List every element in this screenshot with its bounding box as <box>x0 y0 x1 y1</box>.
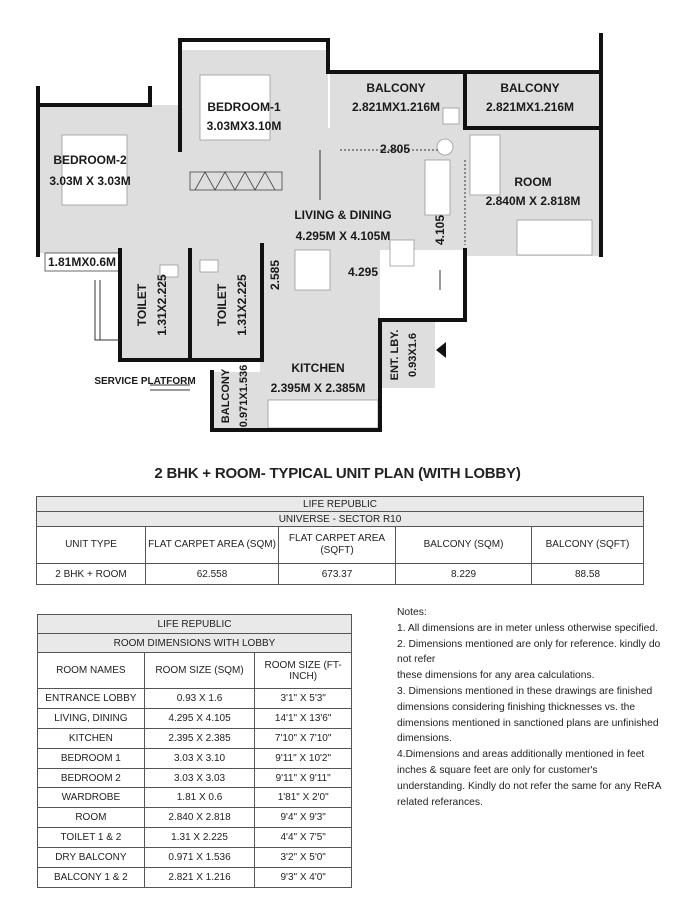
room-sqm-cell: 0.93 X 1.6 <box>144 689 255 709</box>
room-ft-cell: 9'11" X 9'11" <box>255 768 352 788</box>
dim-2585: 2.585 <box>268 259 282 291</box>
room-name-cell: ROOM <box>38 808 145 828</box>
armchair <box>390 240 414 266</box>
room-sqm-cell: 1.81 X 0.6 <box>144 788 255 808</box>
area-cell-carpet-sqft: 673.37 <box>279 564 396 585</box>
note-item: 3. Dimensions mentioned in these drawings are finished dimensions considering finishing thicknesses vs. the dimensions mentioned in sanctioned plans are unfinished dimensions. <box>397 685 659 745</box>
room-name-cell: KITCHEN <box>38 728 145 748</box>
bedroom1-name: BEDROOM-1 <box>207 100 281 114</box>
sofa <box>425 160 450 215</box>
room-ft-cell: 7'10" X 7'10" <box>255 728 352 748</box>
area-header-unit-type: UNIT TYPE <box>37 527 146 564</box>
note-item: 4.Dimensions and areas additionally mentioned in feet inches & square feet are only for customer's understanding. Kindly do not refer the same for any ReRA related referances. <box>397 749 661 808</box>
room-sqm-cell: 3.03 X 3.03 <box>144 768 255 788</box>
bedroom2-name: BEDROOM-2 <box>53 153 127 167</box>
toilet2-name: TOILET <box>215 283 229 327</box>
area-header-carpet-sqft: FLAT CARPET AREA (SQFT) <box>279 527 396 564</box>
kitchen-name: KITCHEN <box>291 361 345 375</box>
room-ft-cell: 9'4" X 9'3" <box>255 808 352 828</box>
area-header-balcony-sqft: BALCONY (SQFT) <box>532 527 644 564</box>
wc-2 <box>200 260 218 272</box>
area-header-carpet-sqm: FLAT CARPET AREA (SQM) <box>146 527 279 564</box>
bed-2 <box>62 135 127 205</box>
area-table-project: LIFE REPUBLIC <box>37 497 644 512</box>
room-name-cell: ENTRANCE LOBBY <box>38 689 145 709</box>
table-row <box>38 708 352 728</box>
room-name-cell: DRY BALCONY <box>38 848 145 868</box>
table-row <box>38 848 352 868</box>
living-size: 4.295M X 4.105M <box>295 229 391 243</box>
dining-table <box>295 250 330 290</box>
kitchen-size: 2.395M X 2.385M <box>270 381 366 395</box>
table-row <box>38 788 352 808</box>
room-name-cell: WARDROBE <box>38 788 145 808</box>
room-header-sqm: ROOM SIZE (SQM) <box>144 653 255 689</box>
room-desk <box>470 135 500 195</box>
area-cell-balcony-sqm: 8.229 <box>396 564 532 585</box>
table-row <box>38 748 352 768</box>
shaft <box>443 108 459 124</box>
dry-balcony-name: BALCONY <box>220 368 232 424</box>
note-item: 1. All dimensions are in meter unless otherwise specified. <box>397 622 658 634</box>
living-name: LIVING & DINING <box>294 208 392 222</box>
table-row <box>38 689 352 709</box>
room-dimensions-table <box>37 614 352 888</box>
room-ft-cell: 3'1" X 5'3" <box>255 689 352 709</box>
room-ft-cell: 9'3" X 4'0" <box>255 868 352 888</box>
room-ft-cell: 3'2" X 5'0" <box>255 848 352 868</box>
room-sqm-cell: 2.395 X 2.385 <box>144 728 255 748</box>
room-name-cell: TOILET 1 & 2 <box>38 828 145 848</box>
room-name: ROOM <box>514 175 552 189</box>
table-row <box>38 768 352 788</box>
room-name-cell: BEDROOM 1 <box>38 748 145 768</box>
entry-arrow-icon <box>436 342 446 358</box>
kitchen-counter <box>268 400 378 428</box>
table-row <box>38 808 352 828</box>
dim-4105: 4.105 <box>433 214 447 246</box>
room-name-cell: BALCONY 1 & 2 <box>38 868 145 888</box>
area-table <box>36 496 644 585</box>
room-sqm-cell: 2.840 X 2.818 <box>144 808 255 828</box>
room-ft-cell: 14'1" X 13'6" <box>255 708 352 728</box>
room-table-subtitle: ROOM DIMENSIONS WITH LOBBY <box>38 634 352 653</box>
room-table-project: LIFE REPUBLIC <box>38 615 352 634</box>
area-header-balcony-sqm: BALCONY (SQM) <box>396 527 532 564</box>
notes-heading: Notes: <box>397 607 427 618</box>
room-sqm-cell: 4.295 X 4.105 <box>144 708 255 728</box>
toilet1-name: TOILET <box>135 283 149 327</box>
area-cell-balcony-sqft: 88.58 <box>532 564 644 585</box>
note-item: these dimensions for any area calculations. <box>397 670 595 682</box>
plan-title: 2 BHK + ROOM- TYPICAL UNIT PLAN (WITH LOBBY) <box>154 465 521 482</box>
room-sqm-cell: 0.971 X 1.536 <box>144 848 255 868</box>
table-row <box>38 828 352 848</box>
table-row <box>38 728 352 748</box>
room-header-ftinch: ROOM SIZE (FT-INCH) <box>255 653 352 689</box>
toilet1-size: 1.31X2.225 <box>155 274 169 336</box>
toilet2-size: 1.31X2.225 <box>235 274 249 336</box>
room-ft-cell: 4'4" X 7'5" <box>255 828 352 848</box>
room-sqm-cell: 2.821 X 1.216 <box>144 868 255 888</box>
service-platform-label: SERVICE PLATFORM <box>94 376 196 387</box>
ent-lobby-size: 0.93X1.6 <box>407 332 419 378</box>
note-item: 2. Dimensions mentioned are only for reference. kindly do not refer <box>397 638 661 666</box>
wardrobe-size: 1.81MX0.6M <box>47 255 117 269</box>
room-sqm-cell: 1.31 X 2.225 <box>144 828 255 848</box>
ent-lobby-name: ENT. LBY. <box>389 329 401 381</box>
room-name-cell: BEDROOM 2 <box>38 768 145 788</box>
balcony-a-size: 2.821MX1.216M <box>351 100 441 114</box>
room-size: 2.840M X 2.818M <box>485 194 581 208</box>
balcony-a-name: BALCONY <box>366 81 426 95</box>
room-ft-cell: 1'81" X 2'0" <box>255 788 352 808</box>
basin <box>437 139 453 155</box>
dry-balcony-size: 0.971X1.536 <box>238 364 250 428</box>
room-ft-cell: 9'11" X 10'2" <box>255 748 352 768</box>
table-row <box>38 868 352 888</box>
bedroom1-size: 3.03MX3.10M <box>206 119 282 133</box>
area-cell-carpet-sqm: 62.558 <box>146 564 279 585</box>
notes <box>397 605 667 810</box>
room-bed <box>517 220 592 255</box>
balcony-b-name: BALCONY <box>500 81 560 95</box>
dim-4295: 4.295 <box>347 265 379 279</box>
area-table-subtitle: UNIVERSE - SECTOR R10 <box>37 512 644 527</box>
balcony-b-size: 2.821MX1.216M <box>485 100 575 114</box>
bedroom2-size: 3.03M X 3.03M <box>49 174 131 188</box>
room-header-name: ROOM NAMES <box>38 653 145 689</box>
room-table-body <box>38 689 352 888</box>
room-sqm-cell: 3.03 X 3.10 <box>144 748 255 768</box>
area-cell-unit-type: 2 BHK + ROOM <box>37 564 146 585</box>
room-name-cell: LIVING, DINING <box>38 708 145 728</box>
dim-2805: 2.805 <box>379 142 411 156</box>
